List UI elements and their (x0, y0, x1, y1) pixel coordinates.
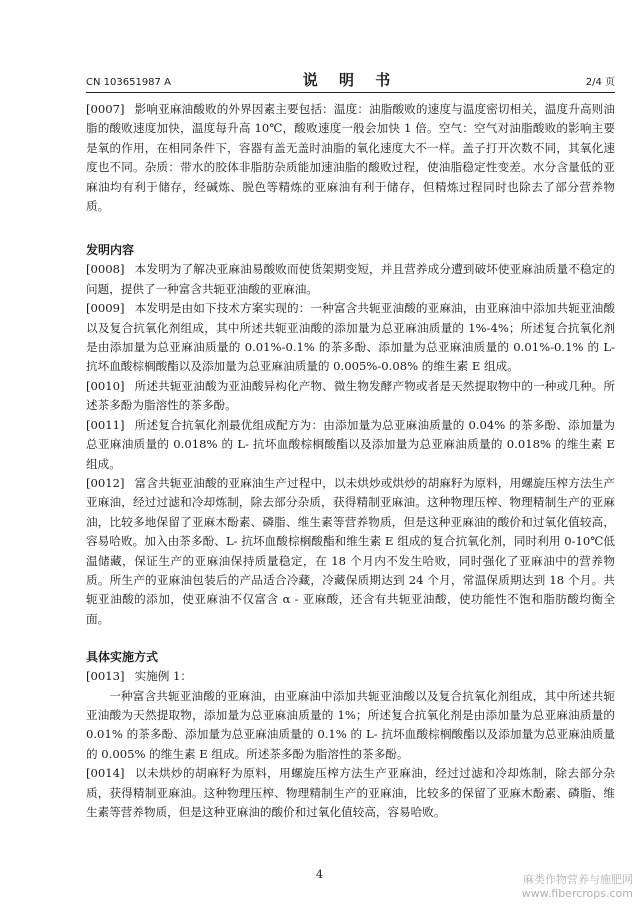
paragraph-number: [0010] (86, 378, 125, 393)
paragraph-0014 (86, 764, 615, 822)
paragraph-text: 富含共轭亚油酸的亚麻油生产过程中，以未烘炒或烘炒的胡麻籽为原料，用螺旋压榨方法生产亚麻油，经过过滤和冷却炼制，除去部分杂质，获得精制亚麻油。这种物理压榨、物理精制生产的亚麻油，比较多地保留了亚麻木酚素、磷脂、维生素等营养物质，但是这种亚麻油的酸价和过氧化值较高，容易哈败。加入由茶多酚、L- 抗坏血酸棕榈酸酯和维生素 E 组成的复合抗氧化剂，同时利用 0-10℃低温储藏，保证生产的亚麻油保持质量稳定，在 18 个月内不发生哈败，同时强化了亚麻油中的营养物质。所生产的亚麻油包装后的产品适合冷藏，冷藏保质期达到 24 个月，常温保质期达到 18 个月。共轭亚油酸的添加，使亚麻油不仅富含 α - 亚麻酸，还含有共轭亚油酸，使功能性不饱和脂肪酸均衡全面。 (86, 475, 615, 626)
paragraph-number: [0008] (86, 262, 125, 277)
paragraph-0013-body: 一种富含共轭亚油酸的亚麻油，由亚麻油中添加共轭亚油酸以及复合抗氧化剂组成，其中所述共轭亚油酸为天然提取物，添加量为总亚麻油质量的 1%；所述复合抗氧化剂是由添加量为总亚麻油质量的 0.01% 的茶多酚、添加量为总亚麻油质量的 0.1% 的 L- 抗坏血酸棕榈酸酯以及添加量为总亚麻油质量的 0.005% 的维生素 E 组成。所述茶多酚为脂溶性的茶多酚。 (86, 688, 615, 761)
paragraph-0007 (86, 100, 615, 216)
paragraph-0013 (86, 667, 615, 686)
page-info: 2/4 页 (585, 77, 615, 88)
paragraph-number: [0007] (86, 102, 125, 116)
paragraph-text: 以未烘炒的胡麻籽为原料，用螺旋压榨方法生产亚麻油，经过过滤和冷却炼制，除去部分杂质，获得精制亚麻油。这种物理压榨、物理精制生产的亚麻油，比较多的保留了亚麻木酚素、磷脂、维生素等营养物质，但是这种亚麻油的酸价和过氧化值较高，容易哈败。 (86, 766, 615, 819)
paragraph-text: 实施例 1： (134, 669, 192, 684)
page-number: 4 (316, 868, 323, 881)
paragraph-text: 所述共轭亚油酸为亚油酸异构化产物、微生物发酵产物或者是天然提取物中的一种或几种。所述茶多酚为脂溶性的茶多酚。 (86, 378, 615, 413)
paragraph-number: [0013] (86, 669, 125, 684)
paragraph-text: 本发明为了解决亚麻油易酸败而使货架期变短，并且营养成分遭到破坏使亚麻油质量不稳定的问题，提供了一种富含共轭亚油酸的亚麻油。 (86, 262, 615, 296)
paragraph-number: [0012] (86, 475, 125, 490)
watermark (522, 873, 633, 901)
paragraph-number: [0011] (86, 417, 125, 432)
watermark-url: www.fibercrops.com (521, 887, 633, 900)
paragraph-number: [0014] (86, 766, 125, 781)
paragraph-0012 (86, 474, 615, 629)
paragraph-number: [0009] (86, 301, 125, 316)
paragraph-text: 所述复合抗氧化剂最优组成配方为：由添加量为总亚麻油质量的 0.04% 的茶多酚、添加量为总亚麻油质量的 0.018% 的 L- 抗坏血酸棕榈酸酯以及添加量为总亚麻油质量的 0.018% 的维生素 E 组成。 (86, 417, 615, 471)
paragraph-0010 (86, 377, 615, 416)
paragraph-text: 影响亚麻油酸败的外界因素主要包括：温度：油脂酸败的速度与温度密切相关，温度升高则油脂的酸败速度加快，温度每升高 10℃，酸败速度一般会加快 1 倍。空气：空气对油脂酸败的影响主要是氧的作用，在相同条件下，容器有盖无盖时油脂的氧化速度大不一样。盖子打开次数不同，其氧化速度也不同。杂质：带水的胶体非脂肪杂质能加速油脂的酸败过程，使油脂稳定性变差。水分含量低的亚麻油均有利于储存，经碱炼、脱色等精炼的亚麻油有利于储存，但精炼过程同时也除去了部分营养物质。 (86, 102, 615, 214)
patent-number: CN 103651987 A (86, 77, 171, 88)
watermark-site-name: 麻类作物营养与施肥网 (523, 873, 633, 886)
paragraph-0011 (86, 416, 615, 474)
section-heading-summary: 发明内容 (86, 243, 135, 258)
document-body (86, 100, 615, 822)
section-heading-embodiments: 具体实施方式 (86, 650, 159, 665)
paragraph-text: 本发明是由如下技术方案实现的：一种富含共轭亚油酸的亚麻油，由亚麻油中添加共轭亚油酸以及复合抗氧化剂组成，其中所述共轭亚油酸的添加量为总亚麻油质量的 1%-4%；所述复合抗氧化剂是由添加量为总亚麻油质量的 0.01%-0.1% 的茶多酚、添加量为总亚麻油质量的 0.01%-0.1% 的 L- 抗坏血酸棕榈酸酯以及添加量为总亚麻油质量的 0.005%-0.08% 的维生素 E 组成。 (86, 301, 615, 374)
document-title: 说 明 书 (302, 71, 399, 89)
paragraph-0008 (86, 260, 615, 299)
page-header (86, 70, 615, 93)
paragraph-0009 (86, 299, 615, 377)
